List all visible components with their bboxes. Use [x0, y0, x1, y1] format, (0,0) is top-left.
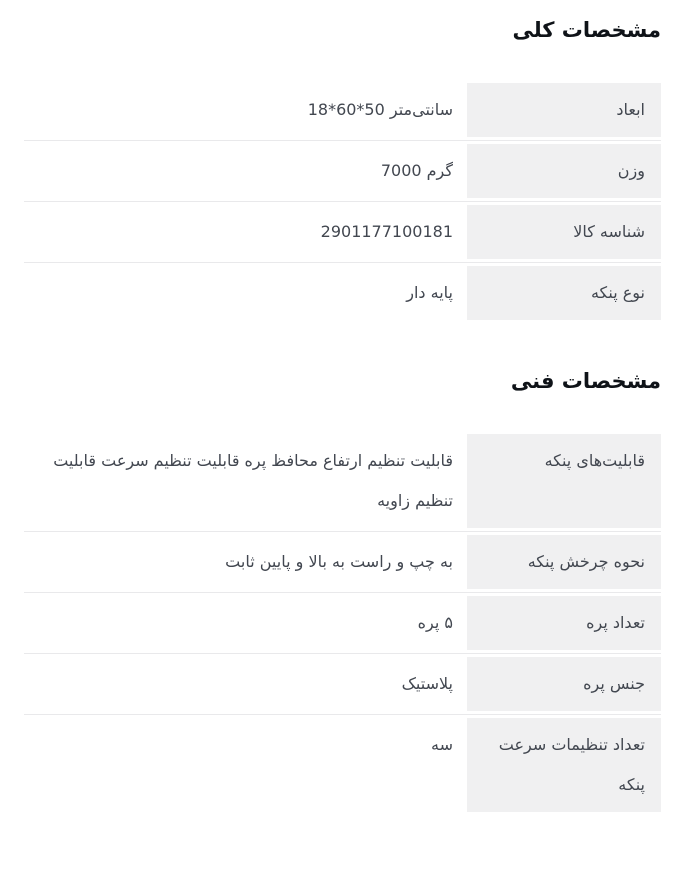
spec-value-fan-capabilities: قابلیت تنظیم ارتفاع محافظ پره قابلیت تنظیم سرعت قابلیت تنظیم زاویه: [53, 451, 453, 510]
spec-value-weight: 7000 گرم: [380, 161, 453, 180]
spec-row-weight: [24, 140, 661, 201]
spec-label-rotation-mode: نحوه چرخش پنکه: [467, 532, 661, 592]
spec-value-rotation-mode: به چپ و راست به بالا و پایین ثابت: [225, 552, 453, 571]
spec-value-dimensions: 18*60*50 سانتی‌متر: [307, 100, 453, 119]
general-specs-title: مشخصات کلی: [512, 18, 661, 42]
technical-specs-table: [24, 431, 661, 815]
technical-specs-title: مشخصات فنی: [510, 369, 661, 393]
spec-row-blade-count: [24, 592, 661, 653]
spec-row-rotation-mode: [24, 531, 661, 592]
general-specs-section: [24, 18, 661, 323]
spec-label-blade-count: تعداد پره: [467, 593, 661, 653]
spec-row-blade-material: [24, 653, 661, 714]
technical-specs-section: [24, 369, 661, 815]
spec-value-fan-type: پایه دار: [406, 283, 453, 302]
spec-label-blade-material: جنس پره: [467, 654, 661, 714]
spec-value-speed-settings: سه: [431, 735, 453, 754]
spec-row-dimensions: [24, 80, 661, 140]
spec-label-fan-capabilities: قابلیت‌های پنکه: [467, 431, 661, 531]
spec-row-fan-type: [24, 262, 661, 323]
spec-row-fan-capabilities: [24, 431, 661, 531]
spec-value-blade-count: ۵ پره: [417, 613, 453, 632]
spec-label-fan-type: نوع پنکه: [467, 263, 661, 323]
spec-label-dimensions: ابعاد: [467, 80, 661, 140]
spec-row-product-id: [24, 201, 661, 262]
spec-label-weight: وزن: [467, 141, 661, 201]
spec-value-blade-material: پلاستیک: [401, 674, 453, 693]
spec-label-speed-settings: تعداد تنظیمات سرعت پنکه: [467, 715, 661, 815]
spec-label-product-id: شناسه کالا: [467, 202, 661, 262]
general-specs-table: [24, 80, 661, 323]
spec-value-product-id: 2901177100181: [320, 222, 453, 241]
spec-row-speed-settings: [24, 714, 661, 815]
